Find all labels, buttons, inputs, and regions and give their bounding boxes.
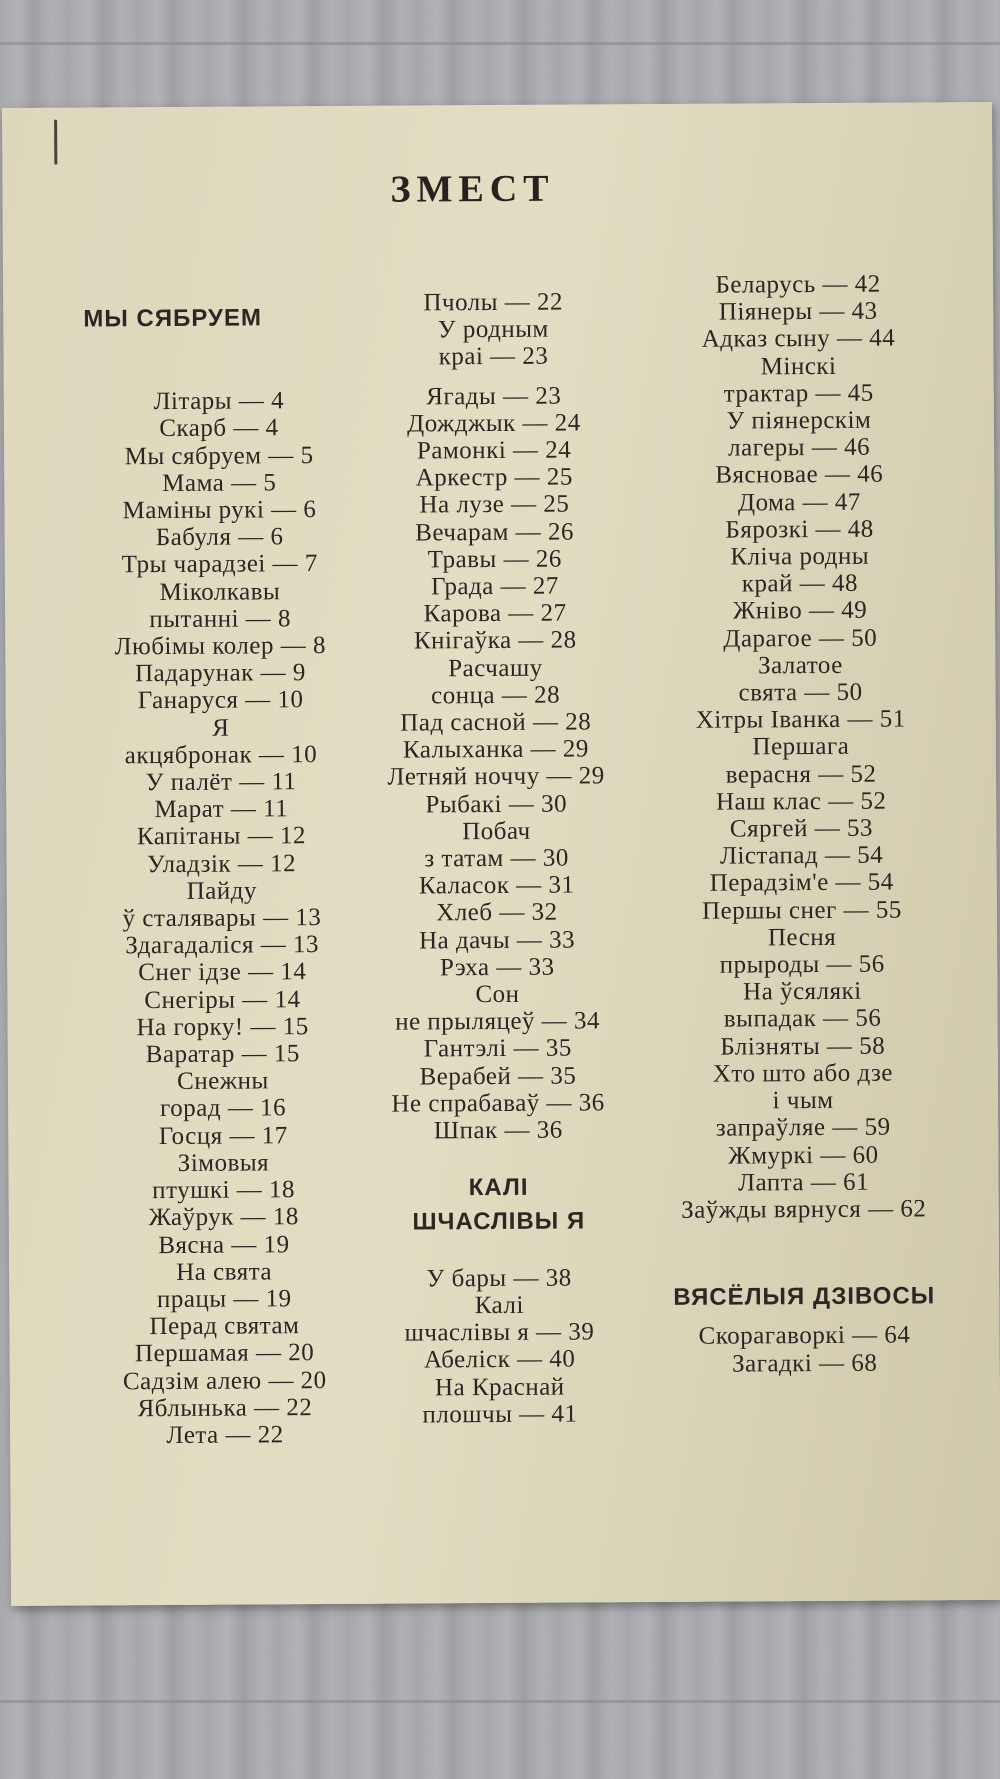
toc-entry: Мы сябруем — 5	[124, 441, 314, 470]
toc-entry: Дожджык — 24	[407, 409, 581, 438]
toc-entry: Марат — 11	[154, 795, 289, 824]
page-title: ЗМЕСТ	[390, 167, 555, 211]
toc-entry: Залатое	[757, 651, 843, 680]
toc-entry: запраўляе — 59	[715, 1113, 891, 1142]
toc-entry: На горку! — 15	[136, 1013, 309, 1042]
toc-entry: Хлеб — 32	[436, 899, 558, 927]
toc-entry: Бабуля — 6	[155, 523, 284, 552]
toc-entry: Садзім алею — 20	[122, 1366, 327, 1395]
toc-entry: Расчашу	[448, 654, 543, 682]
toc-entry: Лета — 22	[166, 1421, 284, 1449]
toc-entry: выпадак — 56	[723, 1005, 882, 1034]
toc-entry: Капітаны — 12	[136, 822, 307, 851]
toc-entry: Летняй ноччу — 29	[387, 762, 605, 792]
toc-entry: Мама — 5	[162, 469, 277, 497]
toc-entry: Калі	[474, 1291, 524, 1320]
toc-list-col1	[84, 387, 360, 1450]
toc-entry: Тры чарадзеі — 7	[121, 550, 318, 579]
toc-entry: Жніво — 49	[732, 597, 868, 625]
toc-entry: Шпак — 36	[433, 1116, 563, 1145]
toc-list-col2c	[359, 1264, 640, 1429]
toc-list-col3b	[639, 1321, 969, 1377]
toc-entry: Вясновае — 46	[715, 461, 884, 490]
toc-entry: Здагадаліся — 13	[125, 931, 320, 960]
toc-entry: Міколкавы	[159, 577, 281, 606]
toc-entry: Снежны	[177, 1067, 269, 1096]
toc-entry: Лапта — 61	[738, 1168, 870, 1197]
toc-entry: шчаслівы я — 39	[404, 1318, 595, 1347]
toc-entry: Першы снег — 55	[701, 896, 902, 925]
toc-entry: ў сталявары — 13	[122, 904, 322, 933]
toc-entry: Не спрабаваў — 36	[391, 1089, 605, 1118]
toc-entry: акцябронак — 10	[124, 740, 318, 770]
toc-entry: лагеры — 46	[728, 433, 871, 462]
toc-entry: Травы — 26	[427, 545, 562, 574]
toc-entry: Ягады — 23	[426, 382, 562, 411]
toc-entry: У родным	[437, 315, 549, 344]
toc-entry: Жмуркі — 60	[728, 1141, 879, 1170]
toc-entry: горад — 16	[160, 1094, 287, 1123]
page-crease	[54, 120, 57, 165]
section-heading-my-syabruem: МЫ СЯБРУЕМ	[83, 304, 262, 333]
toc-entry: На свята	[176, 1258, 273, 1286]
toc-entry: У палёт — 11	[145, 768, 297, 797]
toc-entry: не прыляцеў — 34	[395, 1007, 601, 1036]
toc-entry: Зімовыя	[177, 1149, 270, 1177]
toc-entry: свята — 50	[738, 678, 863, 707]
toc-entry: Вечарам — 26	[415, 518, 575, 547]
toc-list-col2a	[353, 288, 633, 371]
toc-entry: Бярозкі — 48	[725, 515, 874, 544]
toc-entry: Рамонкі — 24	[416, 436, 572, 465]
toc-entry: Пад сасной — 28	[400, 708, 592, 737]
toc-entry: краі — 23	[438, 343, 549, 371]
toc-entry: На дачы — 33	[418, 926, 576, 955]
toc-entry: Снегіры — 14	[144, 985, 301, 1014]
toc-entry: і чым	[772, 1087, 834, 1115]
toc-entry: Лістапад — 54	[719, 841, 884, 870]
toc-entry: Жаўрук — 18	[148, 1203, 299, 1232]
toc-entry: Літары — 4	[153, 387, 285, 416]
toc-entry: Блізняты — 58	[720, 1032, 886, 1061]
toc-entry: Рыбакі — 30	[425, 790, 568, 819]
toc-entry: Дарагое — 50	[723, 624, 878, 653]
toc-entry: Побач	[462, 817, 531, 846]
toc-entry: Песня	[767, 923, 837, 952]
toc-entry: Абеліск — 40	[423, 1345, 576, 1374]
toc-column-1	[83, 304, 360, 1450]
toc-entry: прыроды — 56	[719, 950, 885, 979]
toc-entry: На Краснай	[434, 1373, 565, 1401]
toc-entry: Гантэлі — 35	[423, 1035, 572, 1063]
toc-entry: Першага	[752, 733, 850, 761]
toc-list-col3a	[633, 270, 969, 1224]
toc-entry: Заўжды вярнуся — 62	[681, 1195, 927, 1224]
toc-entry: Уладзік — 12	[147, 849, 297, 878]
toc-entry: Кнігаўка — 28	[413, 626, 577, 655]
toc-column-2	[353, 288, 640, 1429]
toc-entry: Беларусь — 42	[715, 270, 881, 299]
toc-entry: Града — 27	[430, 572, 559, 601]
toc-entry: Першамая — 20	[134, 1339, 315, 1368]
toc-entry: птушкі — 18	[152, 1176, 296, 1205]
toc-entry: Рэха — 33	[439, 953, 555, 982]
toc-entry: Ганаруся — 10	[137, 686, 304, 715]
toc-entry: Варатар — 15	[145, 1040, 300, 1069]
toc-entry: Дома — 47	[737, 488, 861, 517]
toc-entry: Я	[212, 714, 230, 742]
toc-entry: На лузе — 25	[419, 490, 570, 519]
toc-entry: У піянерскім	[726, 406, 872, 435]
toc-entry: край — 48	[741, 570, 859, 598]
toc-entry: Снег ідзе — 14	[138, 958, 307, 987]
toc-entry: Скарб — 4	[159, 414, 279, 443]
toc-entry: Скорагаворкі — 64	[698, 1321, 911, 1351]
toc-entry: Хто што або дзе	[712, 1059, 894, 1088]
toc-entry: Наш клас — 52	[715, 787, 887, 816]
toc-entry: Маміны рукі — 6	[122, 496, 317, 525]
toc-entry: Карова — 27	[423, 599, 567, 628]
toc-entry: пытанні — 8	[149, 605, 292, 633]
book-page	[2, 102, 1000, 1606]
toc-entry: Кліча родны	[730, 542, 870, 571]
toc-entry: Вясна — 19	[158, 1230, 290, 1259]
toc-entry: сонца — 28	[431, 681, 561, 710]
toc-entry: Перадзім'е — 54	[709, 869, 894, 898]
section-heading-vyasyolyya-dzivosy: ВЯСЁЛЫЯ ДЗІВОСЫ	[673, 1282, 936, 1312]
toc-entry: плошчы — 41	[422, 1400, 578, 1429]
toc-entry: Загадкі — 68	[731, 1349, 878, 1378]
toc-entry: Хітры Іванка — 51	[695, 705, 906, 735]
toc-entry: верасня — 52	[725, 760, 877, 789]
toc-entry: Мінскі	[760, 352, 837, 380]
toc-entry: Пчолы — 22	[423, 288, 564, 317]
toc-entry: Каласок — 31	[418, 871, 575, 900]
toc-entry: Любімы колер — 8	[114, 632, 327, 661]
toc-entry: Пайду	[186, 877, 257, 905]
toc-entry: Сон	[475, 980, 520, 1009]
toc-column-3	[633, 270, 970, 1378]
toc-entry: працы — 19	[156, 1285, 292, 1313]
toc-entry: Яблынька — 22	[137, 1393, 313, 1422]
toc-entry: Адказ сыну — 44	[701, 324, 896, 354]
section-heading-kali-line2: ШЧАСЛІВЫ Я	[412, 1206, 586, 1236]
toc-list-col2b	[354, 382, 639, 1145]
toc-entry: Калыханка — 29	[402, 735, 589, 764]
toc-entry: Перад святам	[149, 1312, 300, 1341]
toc-entry: трактар — 45	[723, 379, 874, 408]
toc-entry: Піянеры — 43	[718, 297, 878, 326]
section-heading-kali-line1: КАЛІ	[468, 1174, 529, 1202]
toc-entry: На ўсялякі	[743, 978, 862, 1006]
toc-entry: У бары — 38	[426, 1264, 572, 1293]
toc-entry: з татам — 30	[424, 844, 569, 873]
toc-entry: Верабей — 35	[419, 1062, 577, 1091]
toc-entry: Падарунак — 9	[134, 659, 306, 688]
toc-entry: Аркестр — 25	[415, 463, 573, 492]
toc-entry: Госця — 17	[158, 1121, 288, 1150]
toc-entry: Сяргей — 53	[729, 814, 874, 843]
